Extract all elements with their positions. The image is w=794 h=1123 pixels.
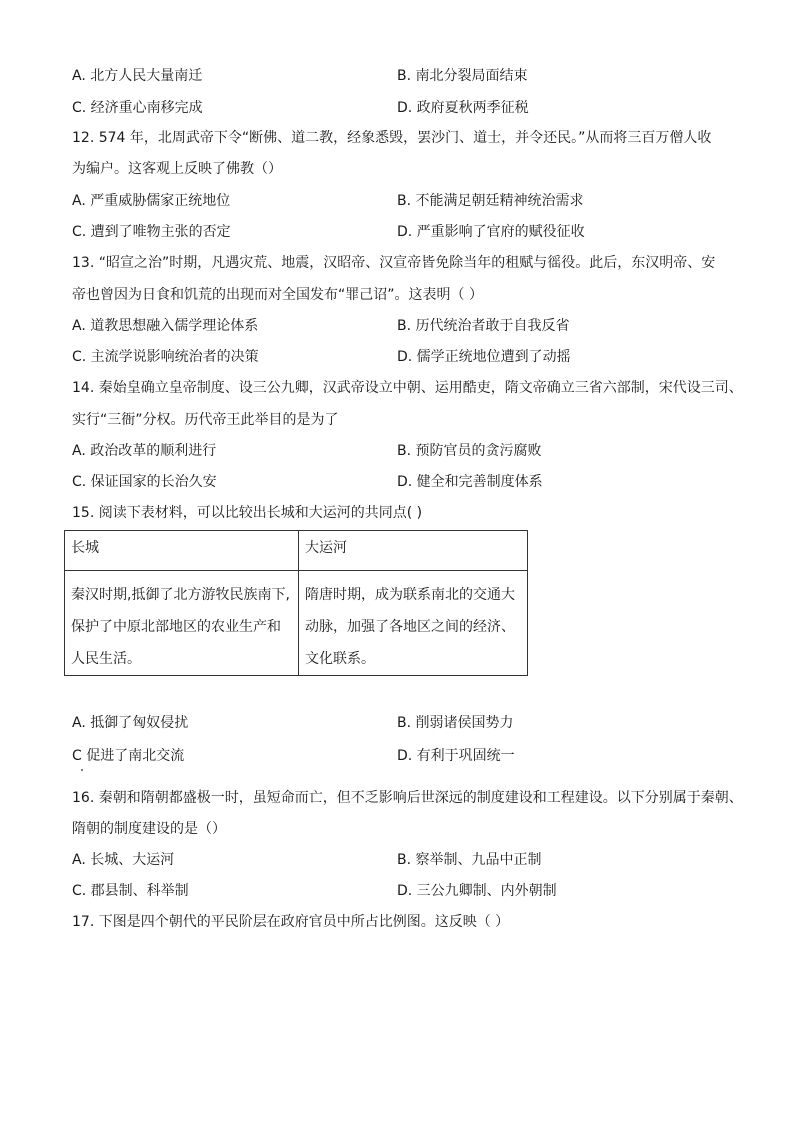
comparison-table: [64, 530, 528, 676]
q13-option-a: A. 道教思想融入儒学理论体系: [72, 318, 259, 334]
q15-option-b: B. 削弱诸侯国势力: [397, 715, 514, 731]
q14-option-c: C. 保证国家的长治久安: [72, 474, 217, 490]
q13-stem-line2: 帝也曾因为日食和饥荒的出现而对全国发布“罪己诏”。这表明（ ）: [72, 287, 483, 303]
q14-option-a: A. 政治改革的顺利进行: [72, 443, 217, 459]
q15-stem: 15. 阅读下表材料，可以比较出长城和大运河的共同点( ): [72, 505, 423, 521]
table-cell-grand-canal: [299, 571, 528, 676]
table-cell-line: 人民生活。: [71, 651, 141, 667]
q15-option-c: C 促进了南北交流: [72, 748, 185, 764]
table-cell-great-wall: [65, 571, 299, 676]
q16-stem-line2: 隋朝的制度建设的是（）: [72, 821, 226, 837]
q14-option-d: D. 健全和完善制度体系: [397, 474, 543, 490]
table-cell-line: 动脉，加强了各地区之间的经济、: [305, 619, 515, 635]
q16-stem-line1: 16. 秦朝和隋朝都盛极一时，虽短命而亡，但不乏影响后世深远的制度建设和工程建设。以下分别属于秦朝、: [72, 790, 743, 806]
q16-option-a: A. 长城、大运河: [72, 852, 175, 868]
table-header-grand-canal: 大运河: [299, 531, 528, 571]
q15-option-a: A. 抵御了匈奴侵扰: [72, 715, 189, 731]
stray-mark: [81, 769, 83, 771]
table-cell-line: 秦汉时期,抵御了北方游牧民族南下,: [71, 587, 290, 603]
q16-option-d: D. 三公九卿制、内外朝制: [397, 883, 557, 899]
q13-option-b: B. 历代统治者敢于自我反省: [397, 318, 570, 334]
q14-stem-line2: 实行“三衙”分权。历代帝王此举目的是为了: [72, 412, 339, 428]
q13-option-d: D. 儒学正统地位遭到了动摇: [397, 349, 571, 365]
q16-option-b: B. 察举制、九品中正制: [397, 852, 542, 868]
table-cell-line: 保护了中原北部地区的农业生产和: [71, 619, 281, 635]
table-cell-line: 文化联系。: [305, 651, 375, 667]
table-cell-line: 隋唐时期，成为联系南北的交通大: [305, 587, 515, 603]
q11-option-d: D. 政府夏秋两季征税: [397, 100, 529, 116]
q16-option-c: C. 郡县制、科举制: [72, 883, 189, 899]
q11-option-b: B. 南北分裂局面结束: [397, 68, 528, 84]
q12-option-d: D. 严重影响了官府的赋役征收: [397, 224, 585, 240]
q11-option-c: C. 经济重心南移完成: [72, 100, 203, 116]
q12-option-b: B. 不能满足朝廷精神统治需求: [397, 193, 584, 209]
q12-option-a: A. 严重威胁儒家正统地位: [72, 193, 231, 209]
q17-stem: 17. 下图是四个朝代的平民阶层在政府官员中所占比例图。这反映（ ）: [72, 914, 510, 930]
q11-option-a: A. 北方人民大量南迁: [72, 68, 203, 84]
q15-option-d: D. 有利于巩固统一: [397, 748, 515, 764]
q13-option-c: C. 主流学说影响统治者的决策: [72, 349, 259, 365]
q14-stem-line1: 14. 秦始皇确立皇帝制度、设三公九卿，汉武帝设立中朝、运用酷吏，隋文帝确立三省六部制，宋代设三司、: [72, 380, 743, 396]
table-header-great-wall: 长城: [65, 531, 299, 571]
q14-option-b: B. 预防官员的贪污腐败: [397, 443, 542, 459]
q12-stem-line1: 12. 574 年，北周武帝下令“断佛、道二教，经象悉毁，罢沙门、道士，并令还民。”从而将三百万僧人收: [72, 130, 712, 146]
q12-stem-line2: 为编户。这客观上反映了佛教（）: [72, 161, 282, 177]
q12-option-c: C. 遭到了唯物主张的否定: [72, 224, 231, 240]
q13-stem-line1: 13. “昭宣之治”时期，凡遇灾荒、地震，汉昭帝、汉宣帝皆免除当年的租赋与徭役。此后，东汉明帝、安: [72, 255, 716, 271]
